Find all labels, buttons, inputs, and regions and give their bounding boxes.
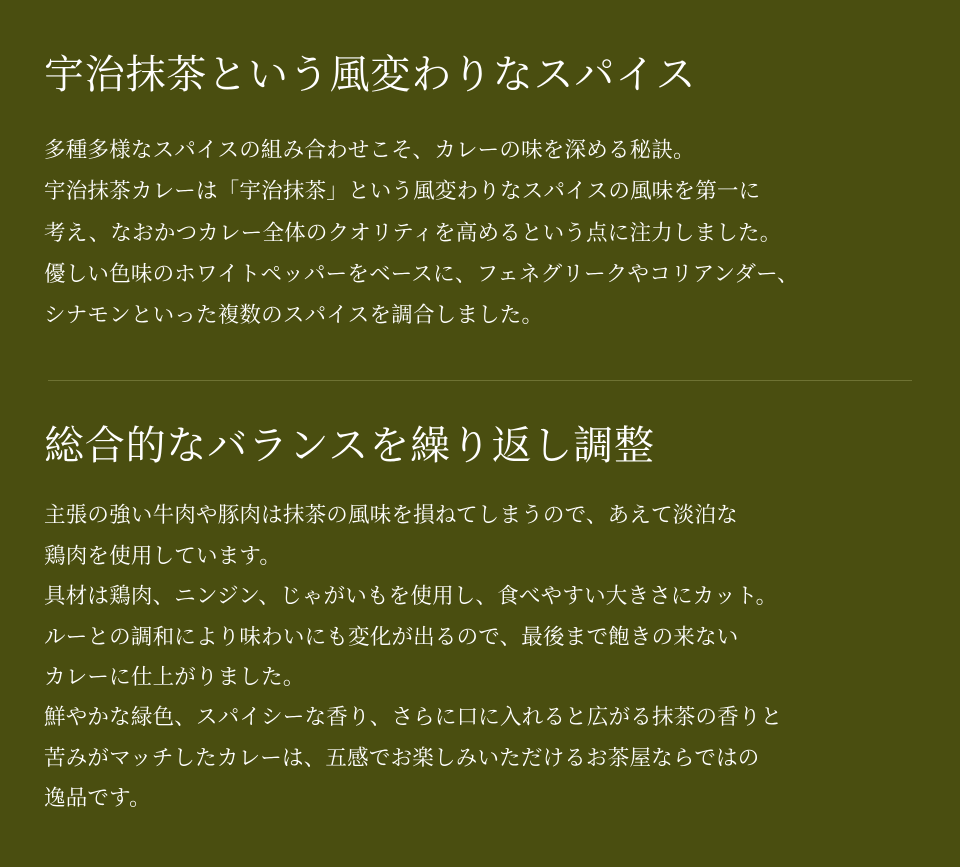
section-uji-matcha-spice — [44, 50, 916, 336]
section-title-overall-balance: 総合的なバランスを繰り返し調整 — [44, 423, 655, 469]
section-divider — [48, 380, 912, 381]
body-line: 鶏肉を使用しています。 — [44, 543, 282, 568]
body-line: ルーとの調和により味わいにも変化が出るので、最後まで飽きの来ない — [44, 624, 739, 649]
section-body-overall-balance — [44, 495, 916, 818]
body-line: 多種多様なスパイスの組み合わせこそ、カレーの味を深める秘訣。 — [44, 138, 695, 162]
section-overall-balance — [44, 421, 916, 818]
body-line: カレーに仕上がりました。 — [44, 664, 305, 689]
body-line: シナモンといった複数のスパイスを調合しました。 — [44, 303, 544, 328]
body-line: 主張の強い牛肉や豚肉は抹茶の風味を損ねてしまうので、あえて淡泊な — [44, 503, 738, 528]
body-line: 優しい色味のホワイトペッパーをベースに、フェネグリークやコリアンダー、 — [44, 261, 799, 286]
body-line: 逸品です。 — [44, 786, 151, 811]
body-line: 鮮やかな緑色、スパイシーな香り、さらに口に入れると広がる抹茶の香りと — [44, 705, 783, 730]
body-line: 考え、なおかつカレー全体のクオリティを高めるという点に注力しました。 — [44, 220, 782, 245]
section-title-uji-matcha-spice: 宇治抹茶という風変わりなスパイス — [44, 52, 697, 97]
body-line: 苦みがマッチしたカレーは、五感でお楽しみいただけるお茶屋ならではの — [44, 745, 760, 770]
section-body-uji-matcha-spice — [44, 130, 916, 336]
body-line: 具材は鶏肉、ニンジン、じゃがいもを使用し、食べやすい大きさにカット。 — [44, 584, 778, 609]
body-line: 宇治抹茶カレーは「宇治抹茶」という風変わりなスパイスの風味を第一に — [44, 179, 761, 204]
